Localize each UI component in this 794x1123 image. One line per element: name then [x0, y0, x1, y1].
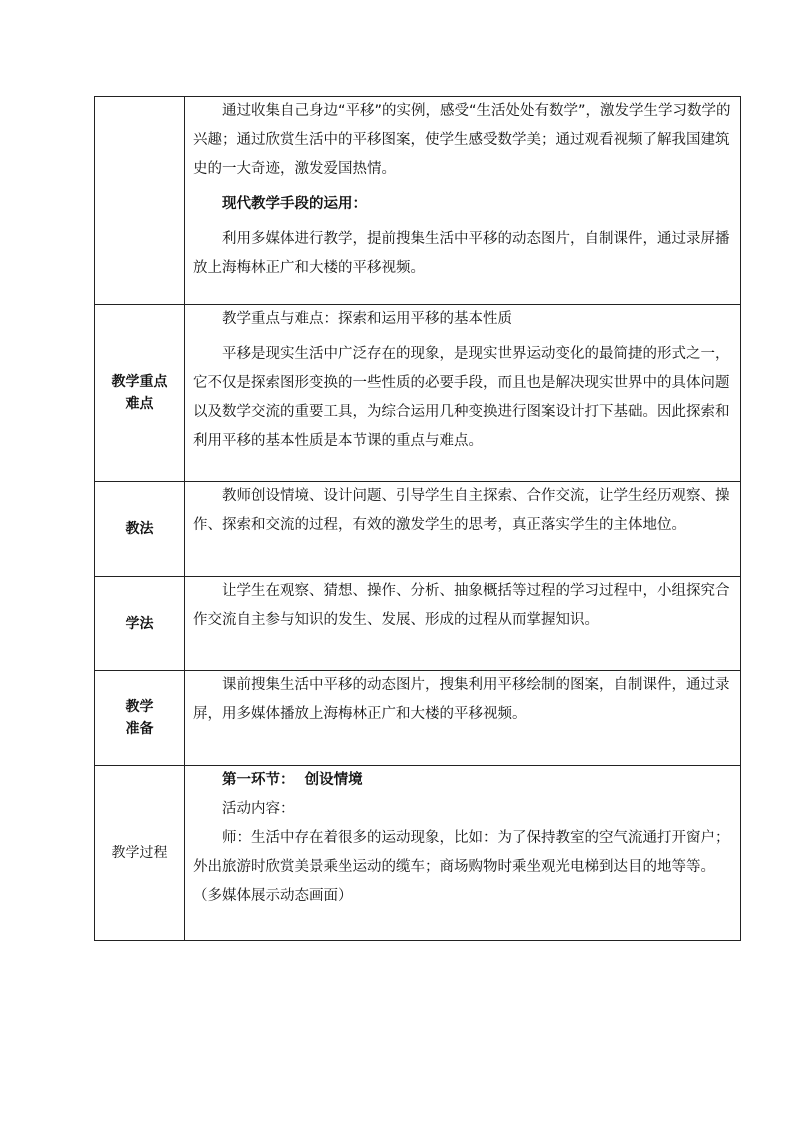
learning-method-paragraph: 让学生在观察、猜想、操作、分析、抽象概括等过程的学习过程中，小组探究合作交流自主参与知识的发生、发展、形成的过程从而掌握知识。: [193, 583, 730, 628]
row-label-line: 学法: [125, 615, 154, 632]
row-teaching-method: [95, 482, 741, 577]
activity-content-label: 活动内容：: [222, 801, 295, 817]
row-label-cell: [95, 766, 185, 941]
row-learning-method: [95, 577, 741, 671]
objective-paragraph: 通过收集自己身边“平移”的实例，感受“生活处处有数学”，激发学生学习数学的兴趣；通过欣赏生活中的平移图案，使学生感受数学美；通过观看视频了解我国建筑史的一大奇迹，激发爱国热情。: [193, 103, 731, 177]
teaching-method-paragraph: 教师创设情境、设计问题、引导学生自主探索、合作交流，让学生经历观察、操作、探索和交流的过程，有效的激发学生的思考，真正落实学生的主体地位。: [193, 488, 730, 533]
row-content-cell: [185, 671, 741, 766]
key-points-title: 教学重点与难点：探索和运用平移的基本性质: [222, 311, 512, 327]
teacher-speech-paragraph: 师：生活中存在着很多的运动现象，比如：为了保持教室的空气流通打开窗户；外出旅游时欣赏美景乘坐运动的缆车；商场购物时乘坐观光电梯到达目的地等等。（多媒体展示动态画面）: [193, 830, 730, 904]
row-label-line: 教学过程: [111, 845, 168, 861]
lesson-plan-table: [94, 96, 741, 941]
row-preparation: [95, 671, 741, 766]
row-label-cell: [95, 482, 185, 577]
row-content-cell: [185, 482, 741, 577]
row-key-points: [95, 305, 741, 482]
row-content-cell: [185, 305, 741, 482]
row-objectives: [95, 97, 741, 305]
modern-means-paragraph: 利用多媒体进行教学，提前搜集生活中平移的动态图片，自制课件，通过录屏播放上海梅林正广和大楼的平移视频。: [193, 231, 730, 276]
row-label-cell: [95, 305, 185, 482]
key-points-paragraph: 平移是现实生活中广泛存在的现象，是现实世界运动变化的最简捷的形式之一，它不仅是探索图形变换的一些性质的必要手段，而且也是解决现实世界中的具体问题以及数学交流的重要工具，为综合运用几种变换进行图案设计打下基础。因此探索和利用平移的基本性质是本节课的重点与难点。: [193, 346, 730, 449]
row-label-cell: [95, 97, 185, 305]
row-label-line: 教学: [125, 699, 154, 715]
section-heading-stage-one: 第一环节： 创设情境: [222, 772, 363, 788]
section-heading-modern-means: 现代教学手段的运用：: [222, 196, 367, 212]
row-teaching-process: [95, 766, 741, 941]
row-label-cell: [95, 577, 185, 671]
preparation-paragraph: 课前搜集生活中平移的动态图片，搜集利用平移绘制的图案，自制课件，通过录屏，用多媒体播放上海梅林正广和大楼的平移视频。: [193, 677, 730, 722]
row-label-line: 准备: [125, 721, 154, 737]
row-label-line: 教法: [125, 521, 154, 537]
row-label-line: 教学重点: [111, 374, 168, 390]
row-content-cell: [185, 577, 741, 671]
row-content-cell: [185, 766, 741, 941]
row-content-cell: [185, 97, 741, 305]
row-label-cell: [95, 671, 185, 766]
row-label-line: 难点: [125, 396, 154, 412]
